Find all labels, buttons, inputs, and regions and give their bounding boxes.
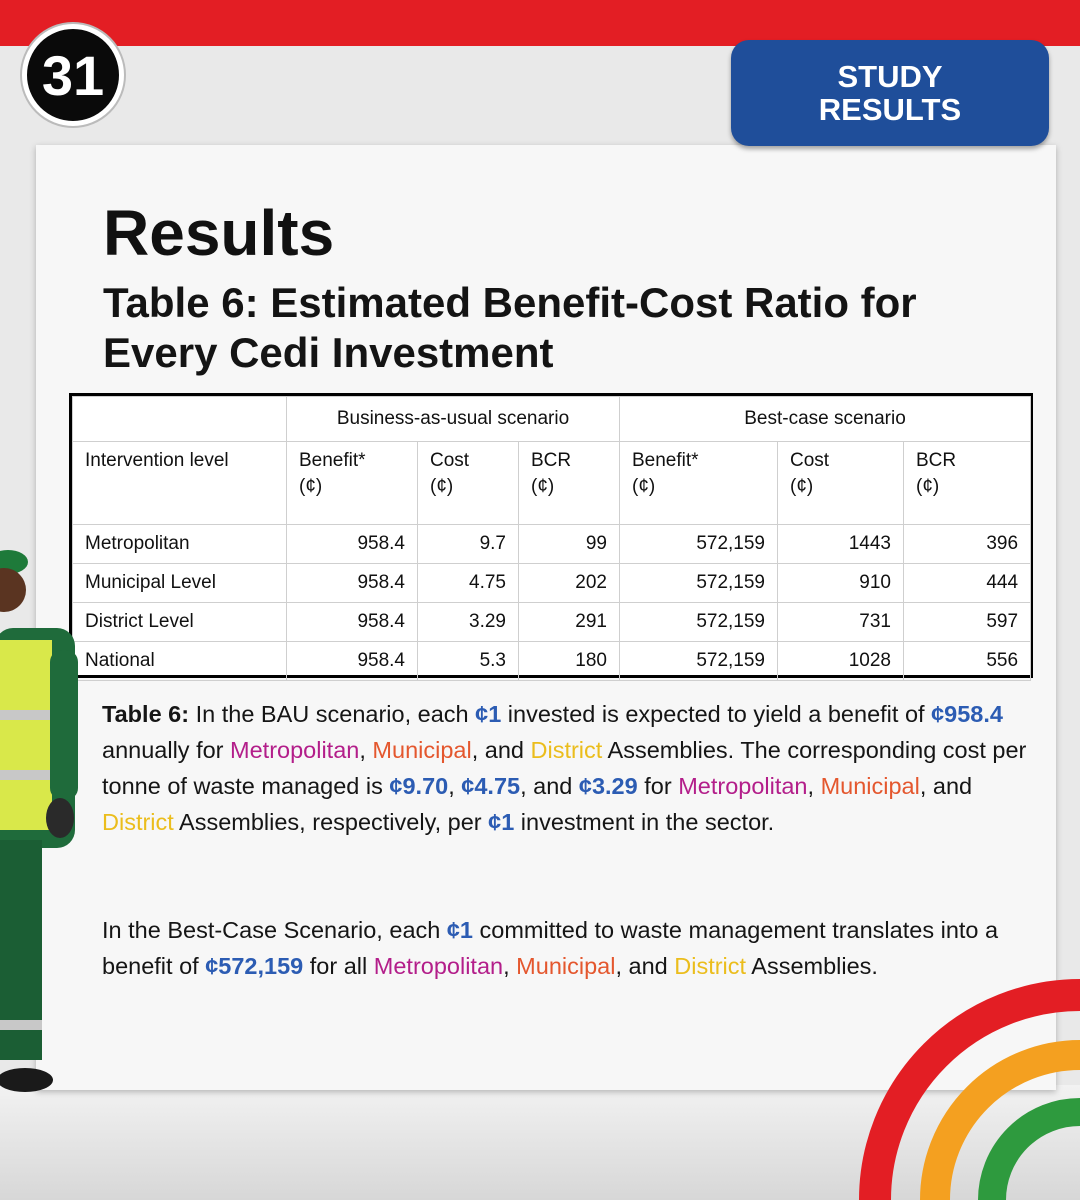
- header-name: Cost: [430, 450, 470, 471]
- row-level: Metropolitan: [73, 525, 287, 564]
- header-unit: (¢): [531, 476, 555, 497]
- header-name: BCR: [531, 450, 572, 471]
- group-empty-cell: [73, 397, 287, 442]
- page-heading: Results: [103, 197, 335, 269]
- cell: 396: [904, 525, 1031, 564]
- section-tag-line-1: STUDY: [837, 59, 943, 94]
- cell: 291: [519, 603, 620, 642]
- header-name: Cost: [790, 450, 830, 471]
- table-header-row: [73, 442, 1031, 525]
- cell: 1028: [778, 642, 904, 681]
- header-bau-benefit: [287, 442, 418, 525]
- cell: 910: [778, 564, 904, 603]
- cell: 572,159: [620, 564, 778, 603]
- cell: 3.29: [418, 603, 519, 642]
- header-unit: (¢): [299, 476, 323, 497]
- group-bau: Business-as-usual scenario: [287, 397, 620, 442]
- paragraph-bau: Table 6: In the BAU scenario, each ¢1 invested is expected to yield a benefit of ¢958.4 annually for Metropolitan, Municipal, and District Assemblies. The corresponding cost per tonne of waste managed is ¢9.70, ¢4.75, and ¢3.29 for Metropolitan, Municipal, and District Assemblies, respectively, per ¢1 investment in the sector.: [102, 701, 1027, 835]
- header-unit: (¢): [790, 476, 814, 497]
- rainbow-arcs-icon: [855, 965, 1080, 1200]
- results-table: [69, 393, 1033, 678]
- cell: 99: [519, 525, 620, 564]
- cell: 1443: [778, 525, 904, 564]
- row-level: National: [73, 642, 287, 681]
- header-bau-bcr: [519, 442, 620, 525]
- page-number-badge: 31: [22, 24, 124, 126]
- header-unit: (¢): [430, 476, 454, 497]
- cell: 572,159: [620, 525, 778, 564]
- cell: 597: [904, 603, 1031, 642]
- section-tag-line-2: RESULTS: [818, 92, 962, 127]
- cell: 572,159: [620, 603, 778, 642]
- cell: 731: [778, 603, 904, 642]
- header-unit: (¢): [632, 476, 656, 497]
- worker-illustration: [0, 540, 95, 1100]
- group-best-case: Best-case scenario: [620, 397, 1031, 442]
- table-row: [73, 564, 1031, 603]
- cell: 9.7: [418, 525, 519, 564]
- cell: 444: [904, 564, 1031, 603]
- header-intervention-level: Intervention level: [73, 442, 287, 525]
- cell: 958.4: [287, 564, 418, 603]
- header-unit: (¢): [916, 476, 940, 497]
- cell: 572,159: [620, 642, 778, 681]
- table-row: [73, 642, 1031, 681]
- header-bau-cost: [418, 442, 519, 525]
- cell: 180: [519, 642, 620, 681]
- section-tag: [731, 40, 1049, 146]
- cell: 958.4: [287, 603, 418, 642]
- cell: 958.4: [287, 642, 418, 681]
- cell: 5.3: [418, 642, 519, 681]
- cell: 4.75: [418, 564, 519, 603]
- cell: 958.4: [287, 525, 418, 564]
- header-name: Benefit*: [299, 450, 366, 471]
- cell: 202: [519, 564, 620, 603]
- row-level: District Level: [73, 603, 287, 642]
- table-title: Table 6: Estimated Benefit-Cost Ratio for Every Cedi Investment: [103, 279, 917, 376]
- table-group-row: [73, 397, 1031, 442]
- header-best-cost: [778, 442, 904, 525]
- table-row: [73, 525, 1031, 564]
- paragraph-best-case: In the Best-Case Scenario, each ¢1 committed to waste management translates into a benefit of ¢572,159 for all Metropolitan, Municipal, and District Assemblies.: [102, 917, 999, 979]
- header-best-benefit: [620, 442, 778, 525]
- header-name: Benefit*: [632, 450, 699, 471]
- cell: 556: [904, 642, 1031, 681]
- table-row: [73, 603, 1031, 642]
- header-name: BCR: [916, 450, 957, 471]
- header-best-bcr: [904, 442, 1031, 525]
- row-level: Municipal Level: [73, 564, 287, 603]
